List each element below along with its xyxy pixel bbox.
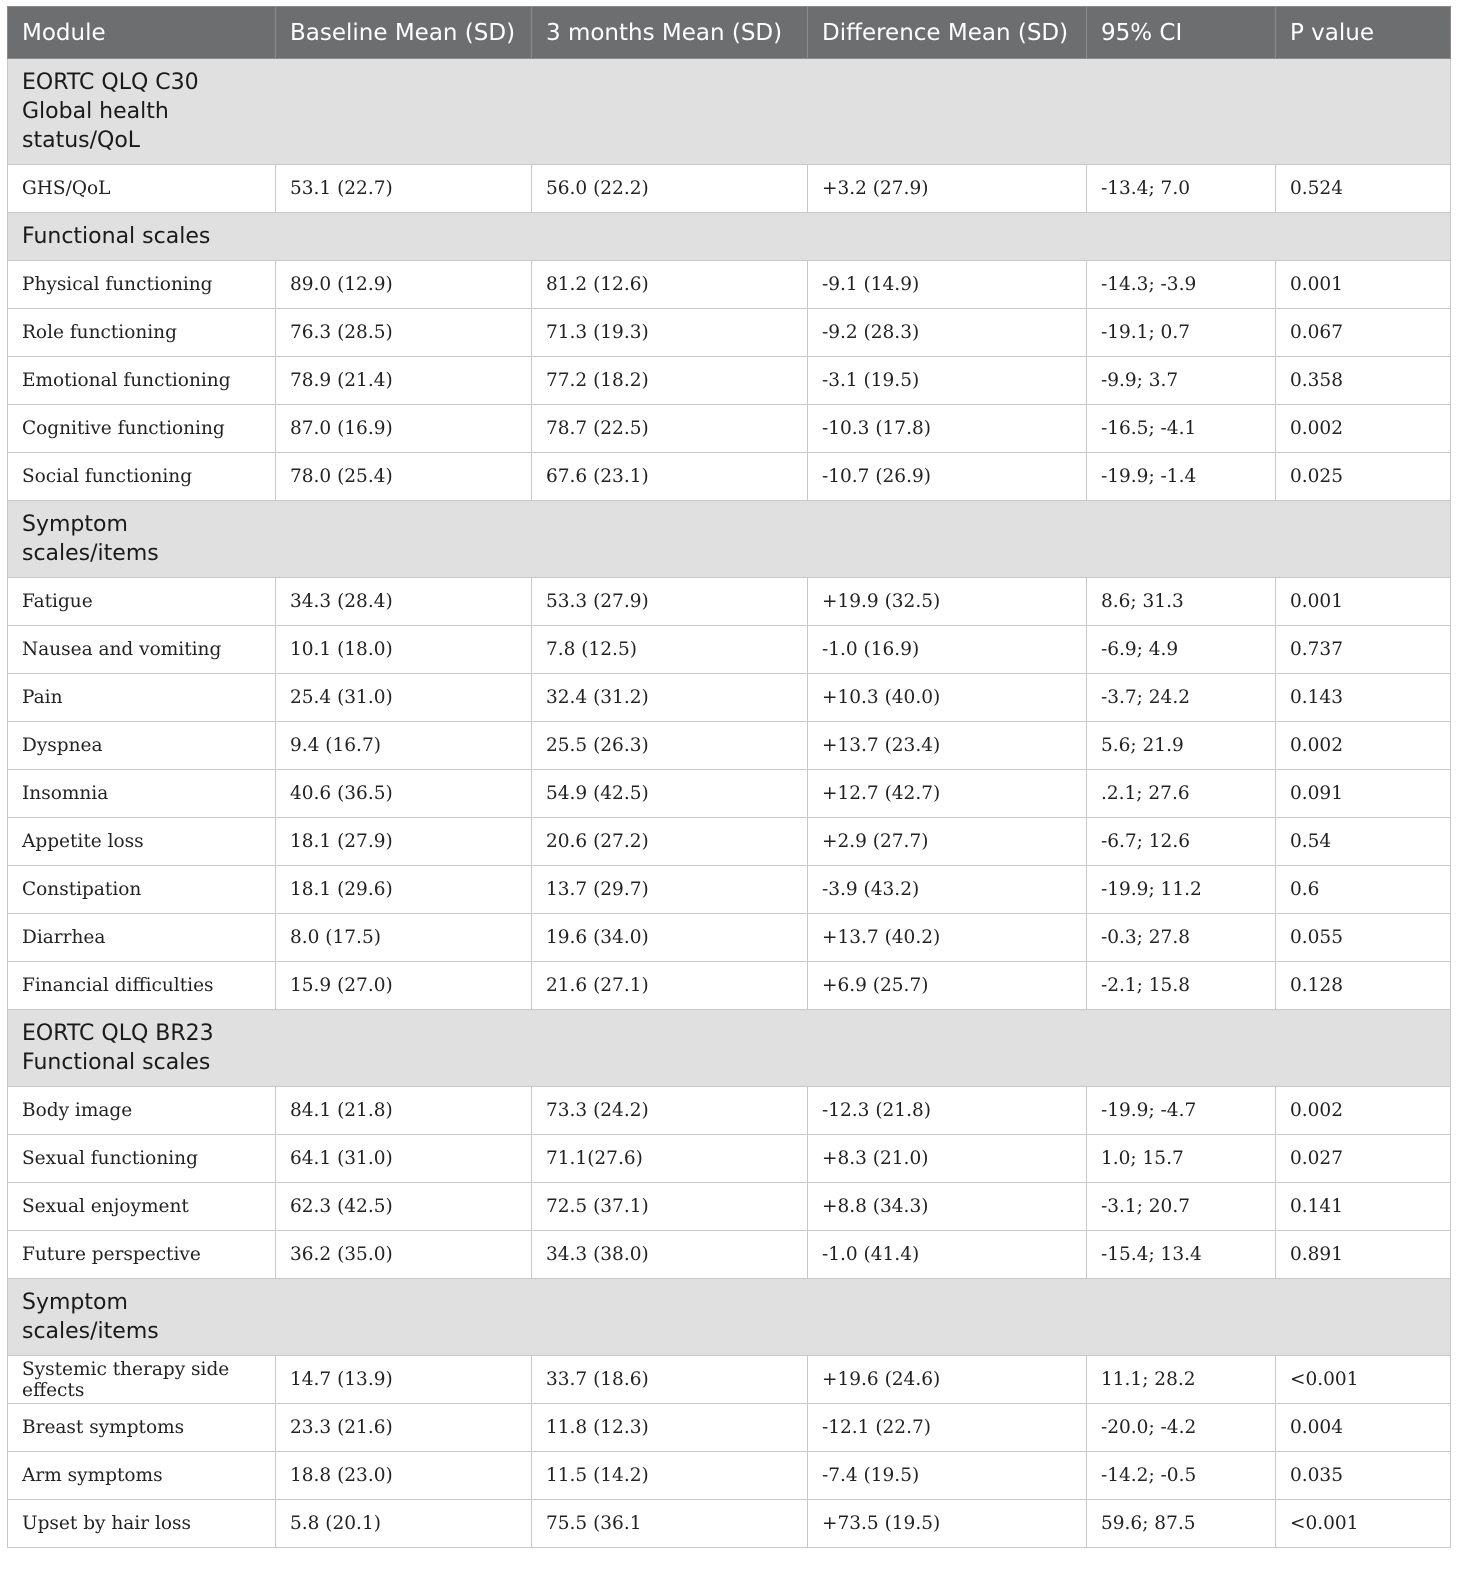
cell-difference: -10.7 (26.9) — [808, 453, 1087, 501]
header-baseline: Baseline Mean (SD) — [276, 7, 532, 59]
cell-95-ci: -16.5; -4.1 — [1087, 405, 1276, 453]
cell-baseline: 53.1 (22.7) — [276, 165, 532, 213]
cell-3-months: 78.7 (22.5) — [532, 405, 808, 453]
table-body — [8, 59, 1451, 1548]
cell-p-value: 0.004 — [1276, 1404, 1451, 1452]
cell-p-value: 0.002 — [1276, 1087, 1451, 1135]
section-title-line: Symptom — [22, 512, 128, 537]
cell-95-ci: -19.1; 0.7 — [1087, 309, 1276, 357]
cell-p-value: 0.002 — [1276, 405, 1451, 453]
cell-3-months: 11.5 (14.2) — [532, 1452, 808, 1500]
cell-95-ci: -14.2; -0.5 — [1087, 1452, 1276, 1500]
cell-p-value: 0.141 — [1276, 1183, 1451, 1231]
cell-3-months: 33.7 (18.6) — [532, 1356, 808, 1404]
cell-difference: +6.9 (25.7) — [808, 962, 1087, 1010]
section-title-line: status/QoL — [22, 128, 141, 153]
section-title — [8, 501, 1451, 578]
cell-baseline: 15.9 (27.0) — [276, 962, 532, 1010]
cell-module: Body image — [8, 1087, 276, 1135]
cell-module: Dyspnea — [8, 722, 276, 770]
cell-95-ci: -19.9; 11.2 — [1087, 866, 1276, 914]
cell-module: GHS/QoL — [8, 165, 276, 213]
table-row — [8, 1500, 1451, 1548]
cell-module: Diarrhea — [8, 914, 276, 962]
cell-3-months: 71.1(27.6) — [532, 1135, 808, 1183]
cell-95-ci: -15.4; 13.4 — [1087, 1231, 1276, 1279]
cell-baseline: 76.3 (28.5) — [276, 309, 532, 357]
cell-95-ci: -3.1; 20.7 — [1087, 1183, 1276, 1231]
cell-3-months: 71.3 (19.3) — [532, 309, 808, 357]
cell-difference: +12.7 (42.7) — [808, 770, 1087, 818]
cell-baseline: 18.8 (23.0) — [276, 1452, 532, 1500]
cell-p-value: 0.002 — [1276, 722, 1451, 770]
cell-p-value: 0.128 — [1276, 962, 1451, 1010]
cell-3-months: 56.0 (22.2) — [532, 165, 808, 213]
table-row — [8, 453, 1451, 501]
cell-95-ci: -20.0; -4.2 — [1087, 1404, 1276, 1452]
cell-baseline: 34.3 (28.4) — [276, 578, 532, 626]
header-module: Module — [8, 7, 276, 59]
section-title-line: EORTC QLQ BR23 — [22, 1021, 214, 1046]
section-row — [8, 501, 1451, 578]
cell-difference: -1.0 (41.4) — [808, 1231, 1087, 1279]
cell-95-ci: 8.6; 31.3 — [1087, 578, 1276, 626]
section-title — [8, 213, 1451, 261]
table-row — [8, 866, 1451, 914]
cell-module: Arm symptoms — [8, 1452, 276, 1500]
cell-baseline: 9.4 (16.7) — [276, 722, 532, 770]
cell-difference: -10.3 (17.8) — [808, 405, 1087, 453]
cell-95-ci: 5.6; 21.9 — [1087, 722, 1276, 770]
cell-95-ci: 11.1; 28.2 — [1087, 1356, 1276, 1404]
cell-baseline: 78.0 (25.4) — [276, 453, 532, 501]
table-row — [8, 405, 1451, 453]
cell-difference: +2.9 (27.7) — [808, 818, 1087, 866]
table-row — [8, 674, 1451, 722]
cell-difference: +3.2 (27.9) — [808, 165, 1087, 213]
table-row — [8, 1183, 1451, 1231]
cell-module: Breast symptoms — [8, 1404, 276, 1452]
cell-95-ci: -19.9; -4.7 — [1087, 1087, 1276, 1135]
cell-module: Systemic therapy side effects — [8, 1356, 276, 1404]
cell-difference: -12.1 (22.7) — [808, 1404, 1087, 1452]
cell-module: Upset by hair loss — [8, 1500, 276, 1548]
cell-difference: -1.0 (16.9) — [808, 626, 1087, 674]
cell-3-months: 11.8 (12.3) — [532, 1404, 808, 1452]
header-3-months: 3 months Mean (SD) — [532, 7, 808, 59]
section-title — [8, 59, 1451, 165]
cell-module: Sexual enjoyment — [8, 1183, 276, 1231]
table-header — [8, 7, 1451, 59]
cell-3-months: 54.9 (42.5) — [532, 770, 808, 818]
section-title-line: scales/items — [22, 541, 159, 566]
table-row — [8, 1452, 1451, 1500]
cell-3-months: 20.6 (27.2) — [532, 818, 808, 866]
cell-difference: -3.1 (19.5) — [808, 357, 1087, 405]
cell-baseline: 14.7 (13.9) — [276, 1356, 532, 1404]
section-title-line: scales/items — [22, 1319, 159, 1344]
section-title-line: Functional scales — [22, 224, 211, 249]
section-title — [8, 1010, 1451, 1087]
cell-baseline: 78.9 (21.4) — [276, 357, 532, 405]
cell-3-months: 53.3 (27.9) — [532, 578, 808, 626]
cell-difference: +10.3 (40.0) — [808, 674, 1087, 722]
section-title-line: EORTC QLQ C30 — [22, 70, 199, 95]
cell-p-value: 0.737 — [1276, 626, 1451, 674]
section-row — [8, 1010, 1451, 1087]
cell-p-value: 0.6 — [1276, 866, 1451, 914]
cell-difference: +13.7 (23.4) — [808, 722, 1087, 770]
cell-3-months: 34.3 (38.0) — [532, 1231, 808, 1279]
header-difference: Difference Mean (SD) — [808, 7, 1087, 59]
cell-baseline: 87.0 (16.9) — [276, 405, 532, 453]
cell-baseline: 89.0 (12.9) — [276, 261, 532, 309]
cell-95-ci: .2.1; 27.6 — [1087, 770, 1276, 818]
cell-95-ci: 1.0; 15.7 — [1087, 1135, 1276, 1183]
cell-baseline: 84.1 (21.8) — [276, 1087, 532, 1135]
cell-difference: -7.4 (19.5) — [808, 1452, 1087, 1500]
header-p-value: P value — [1276, 7, 1451, 59]
cell-95-ci: -13.4; 7.0 — [1087, 165, 1276, 213]
cell-3-months: 67.6 (23.1) — [532, 453, 808, 501]
cell-baseline: 18.1 (29.6) — [276, 866, 532, 914]
cell-95-ci: -6.7; 12.6 — [1087, 818, 1276, 866]
cell-3-months: 19.6 (34.0) — [532, 914, 808, 962]
table-row — [8, 1231, 1451, 1279]
table-row — [8, 1356, 1451, 1404]
cell-3-months: 75.5 (36.1 — [532, 1500, 808, 1548]
cell-module: Sexual functioning — [8, 1135, 276, 1183]
cell-p-value: 0.025 — [1276, 453, 1451, 501]
cell-module: Constipation — [8, 866, 276, 914]
cell-difference: -3.9 (43.2) — [808, 866, 1087, 914]
cell-p-value: 0.358 — [1276, 357, 1451, 405]
cell-baseline: 23.3 (21.6) — [276, 1404, 532, 1452]
cell-difference: +8.3 (21.0) — [808, 1135, 1087, 1183]
cell-module: Fatigue — [8, 578, 276, 626]
cell-95-ci: -3.7; 24.2 — [1087, 674, 1276, 722]
cell-3-months: 77.2 (18.2) — [532, 357, 808, 405]
cell-p-value: 0.001 — [1276, 578, 1451, 626]
cell-baseline: 64.1 (31.0) — [276, 1135, 532, 1183]
cell-module: Physical functioning — [8, 261, 276, 309]
cell-95-ci: -0.3; 27.8 — [1087, 914, 1276, 962]
cell-p-value: 0.055 — [1276, 914, 1451, 962]
section-row — [8, 59, 1451, 165]
cell-p-value: 0.891 — [1276, 1231, 1451, 1279]
section-row — [8, 1279, 1451, 1356]
header-row — [8, 7, 1451, 59]
cell-difference: +13.7 (40.2) — [808, 914, 1087, 962]
section-title — [8, 1279, 1451, 1356]
cell-baseline: 62.3 (42.5) — [276, 1183, 532, 1231]
table-row — [8, 722, 1451, 770]
cell-baseline: 40.6 (36.5) — [276, 770, 532, 818]
cell-module: Role functioning — [8, 309, 276, 357]
table-row — [8, 962, 1451, 1010]
cell-baseline: 5.8 (20.1) — [276, 1500, 532, 1548]
cell-module: Future perspective — [8, 1231, 276, 1279]
cell-p-value: 0.027 — [1276, 1135, 1451, 1183]
cell-baseline: 18.1 (27.9) — [276, 818, 532, 866]
cell-95-ci: -14.3; -3.9 — [1087, 261, 1276, 309]
cell-95-ci: -19.9; -1.4 — [1087, 453, 1276, 501]
cell-95-ci: -9.9; 3.7 — [1087, 357, 1276, 405]
table-row — [8, 770, 1451, 818]
cell-baseline: 36.2 (35.0) — [276, 1231, 532, 1279]
cell-difference: -12.3 (21.8) — [808, 1087, 1087, 1135]
cell-3-months: 25.5 (26.3) — [532, 722, 808, 770]
section-title-line: Functional scales — [22, 1050, 211, 1075]
cell-3-months: 32.4 (31.2) — [532, 674, 808, 722]
section-title-line: Global health — [22, 99, 169, 124]
cell-p-value: 0.035 — [1276, 1452, 1451, 1500]
cell-p-value: <0.001 — [1276, 1356, 1451, 1404]
section-title-line: Symptom — [22, 1290, 128, 1315]
section-row — [8, 213, 1451, 261]
table-row — [8, 309, 1451, 357]
cell-module: Social functioning — [8, 453, 276, 501]
results-table — [7, 6, 1451, 1548]
cell-module: Insomnia — [8, 770, 276, 818]
header-95-ci: 95% CI — [1087, 7, 1276, 59]
table-row — [8, 1404, 1451, 1452]
cell-3-months: 13.7 (29.7) — [532, 866, 808, 914]
cell-baseline: 10.1 (18.0) — [276, 626, 532, 674]
table-row — [8, 261, 1451, 309]
cell-95-ci: -2.1; 15.8 — [1087, 962, 1276, 1010]
cell-p-value: 0.067 — [1276, 309, 1451, 357]
cell-difference: +19.6 (24.6) — [808, 1356, 1087, 1404]
cell-difference: -9.1 (14.9) — [808, 261, 1087, 309]
cell-3-months: 21.6 (27.1) — [532, 962, 808, 1010]
table-row — [8, 357, 1451, 405]
cell-difference: +73.5 (19.5) — [808, 1500, 1087, 1548]
cell-baseline: 8.0 (17.5) — [276, 914, 532, 962]
cell-p-value: <0.001 — [1276, 1500, 1451, 1548]
table-row — [8, 578, 1451, 626]
cell-difference: -9.2 (28.3) — [808, 309, 1087, 357]
cell-p-value: 0.091 — [1276, 770, 1451, 818]
table-row — [8, 1135, 1451, 1183]
table-row — [8, 1087, 1451, 1135]
cell-3-months: 72.5 (37.1) — [532, 1183, 808, 1231]
cell-3-months: 7.8 (12.5) — [532, 626, 808, 674]
table-row — [8, 626, 1451, 674]
cell-module: Pain — [8, 674, 276, 722]
cell-95-ci: 59.6; 87.5 — [1087, 1500, 1276, 1548]
cell-difference: +8.8 (34.3) — [808, 1183, 1087, 1231]
cell-p-value: 0.54 — [1276, 818, 1451, 866]
table-row — [8, 818, 1451, 866]
cell-p-value: 0.524 — [1276, 165, 1451, 213]
cell-baseline: 25.4 (31.0) — [276, 674, 532, 722]
cell-module: Financial difficulties — [8, 962, 276, 1010]
cell-module: Appetite loss — [8, 818, 276, 866]
cell-module: Nausea and vomiting — [8, 626, 276, 674]
cell-3-months: 73.3 (24.2) — [532, 1087, 808, 1135]
cell-3-months: 81.2 (12.6) — [532, 261, 808, 309]
cell-95-ci: -6.9; 4.9 — [1087, 626, 1276, 674]
table-row — [8, 165, 1451, 213]
cell-p-value: 0.143 — [1276, 674, 1451, 722]
cell-module: Cognitive functioning — [8, 405, 276, 453]
cell-p-value: 0.001 — [1276, 261, 1451, 309]
cell-module: Emotional functioning — [8, 357, 276, 405]
table-row — [8, 914, 1451, 962]
cell-difference: +19.9 (32.5) — [808, 578, 1087, 626]
